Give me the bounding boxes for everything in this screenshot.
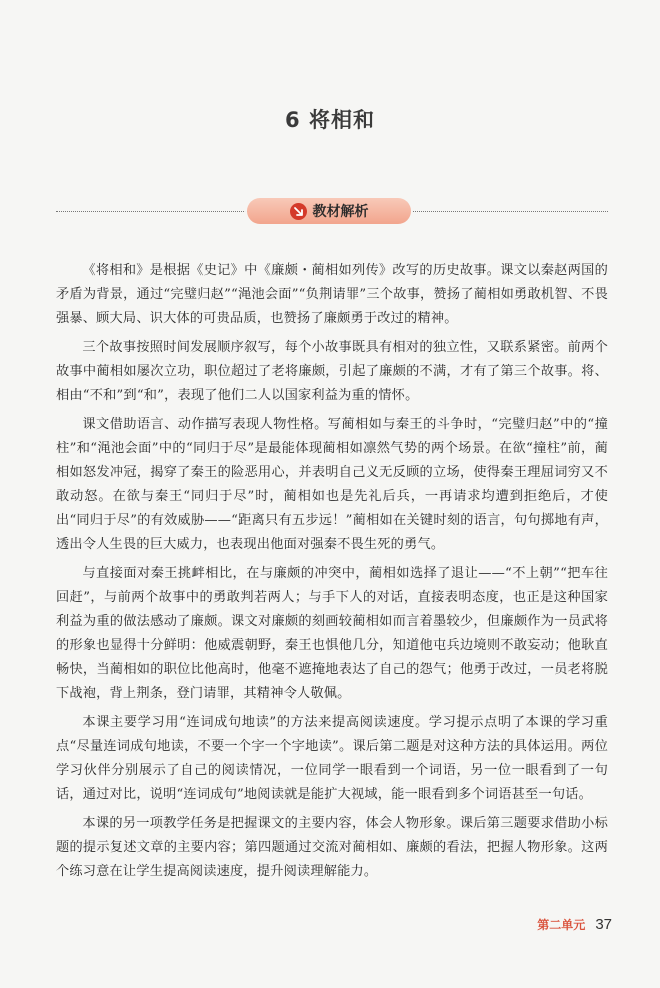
analysis-content [56,259,608,889]
unit-label: 第二单元 [537,918,586,932]
page-footer [537,916,612,933]
paragraph: 与直接面对秦王挑衅相比，在与廉颇的冲突中，蔺相如选择了退让——“不上朝”“把车往回赶”，与前两个故事中的勇敢判若两人；与手下人的对话，直接表明态度，也正是这种国家利益为重的做法感动了廉颇。课文对廉颇的刻画较蔺相如而言着墨较少，但廉颇作为一员武将的形象也显得十分鲜明：他威震朝野，秦王也惧他几分，知道他屯兵边境则不敢妄动；他耿直畅快，当蔺相如的职位比他高时，他毫不遮掩地表达了自己的怨气；他勇于改过，一员老将脱下战袍，背上荆条，登门请罪，其精神令人敬佩。 [56,566,608,701]
section-label: 教材解析 [312,204,369,220]
section-header [56,196,608,226]
paragraph: 本课的另一项教学任务是把握课文的主要内容，体会人物形象。课后第三题要求借助小标题的提示复述文章的主要内容；第四题通过交流对蔺相如、廉颇的看法，把握人物形象。这两个练习意在让学生提高阅读速度，提升阅读理解能力。 [56,816,608,879]
paragraph: 《将相和》是根据《史记》中《廉颇・蔺相如列传》改写的历史故事。课文以秦赵两国的矛盾为背景，通过“完璧归赵”“渑池会面”“负荆请罪”三个故事，赞扬了蔺相如勇敢机智、不畏强暴、顾大局、识大体的可贵品质，也赞扬了廉颇勇于改过的精神。 [56,263,608,326]
arrow-down-right-icon [290,203,307,220]
paragraph: 课文借助语言、动作描写表现人物性格。写蔺相如与秦王的斗争时，“完璧归赵”中的“撞柱”和“渑池会面”中的“同归于尽”是最能体现蔺相如凛然气势的两个场景。在欲“撞柱”前，蔺相如怒发冲冠，揭穿了秦王的险恶用心，并表明自己义无反顾的立场，使得秦王理屈词穷又不敢动怒。在欲与秦王“同归于尽”时，蔺相如也是先礼后兵，一再请求均遭到拒绝后，才使出“同归于尽”的有效威胁——“距离只有五步远！”蔺相如在关键时刻的语言，句句掷地有声，透出令人生畏的巨大威力，也表现出他面对强秦不畏生死的勇气。 [56,417,608,552]
paragraph: 三个故事按照时间发展顺序叙写，每个小故事既具有相对的独立性，又联系紧密。前两个故事中蔺相如屡次立功，职位超过了老将廉颇，引起了廉颇的不满，才有了第三个故事。将、相由“不和”到“和”，表现了他们二人以国家利益为重的情怀。 [56,340,608,403]
section-badge [247,198,411,224]
page-number: 37 [595,916,612,933]
paragraph: 本课主要学习用“连词成句地读”的方法来提高阅读速度。学习提示点明了本课的学习重点“尽量连词成句地读，不要一个字一个字地读”。课后第二题是对这种方法的具体运用。两位学习伙伴分别展示了自己的阅读情况，一位同学一眼看到一个词语，另一位一眼看到了一句话，通过对比，说明“连词成句”地阅读就是能扩大视域，能一眼看到多个词语甚至一句话。 [56,715,608,802]
page-title: 6 将相和 [285,108,375,132]
